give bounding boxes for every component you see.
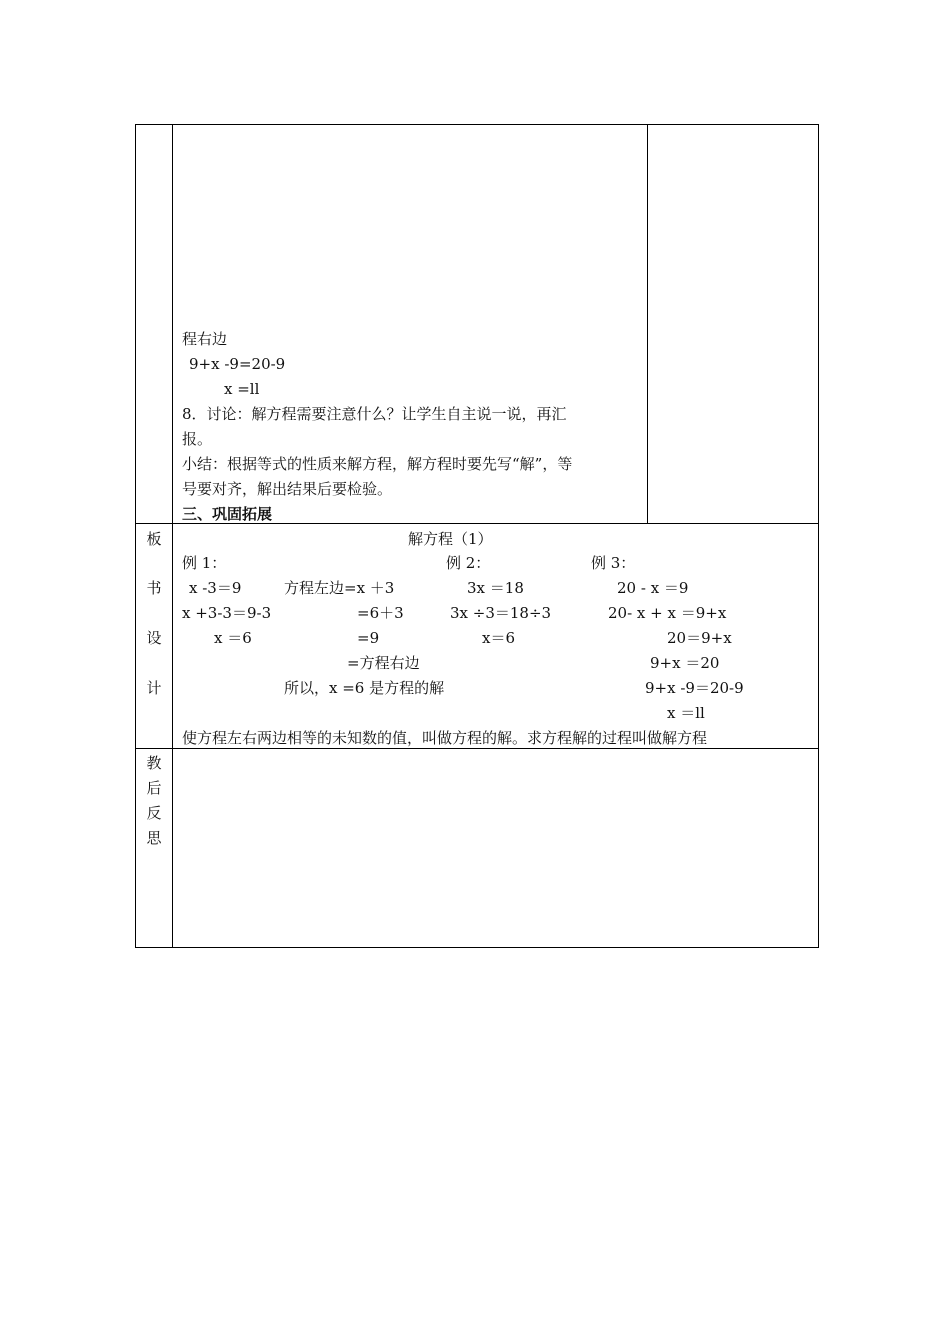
board-label-char-3: 设 <box>146 629 162 647</box>
example-3-step-6: x ＝ll <box>667 704 705 722</box>
board-label-char-2: 书 <box>146 579 162 597</box>
example-2-step-2: 3x ÷3＝18÷3 <box>450 604 552 622</box>
process-line-3: x =ll <box>224 380 260 398</box>
example-1-conclusion: 所以，x =6 是方程的解 <box>284 679 445 697</box>
process-line-1: 程右边 <box>182 330 228 348</box>
example-1-step-1: x -3＝9 <box>189 579 242 597</box>
example-1-check-1: 方程左边=x ＋3 <box>284 579 395 597</box>
example-1-check-4: =方程右边 <box>347 654 420 672</box>
example-2-step-3: x＝6 <box>482 629 516 647</box>
row-divider-2 <box>135 748 819 749</box>
board-label-char-1: 板 <box>146 530 162 548</box>
example-3-step-3: 20＝9+x <box>667 629 732 647</box>
process-line-7: 号要对齐，解出结果后要检验。 <box>182 480 393 498</box>
example-1-check-3: =9 <box>357 629 380 647</box>
example-1-label: 例 1： <box>182 554 227 572</box>
label-column-divider <box>172 124 173 948</box>
table-border-bottom <box>135 947 819 948</box>
reflection-label-char-4: 思 <box>146 829 162 847</box>
example-1-step-3: x ＝6 <box>214 629 252 647</box>
example-3-step-1: 20 - x ＝9 <box>617 579 689 597</box>
example-2-step-1: 3x ＝18 <box>467 579 524 597</box>
process-line-2: 9+x -9=20-9 <box>189 355 286 373</box>
definition-text: 使方程左右两边相等的未知数的值，叫做方程的解。求方程解的过程叫做解方程 <box>182 729 708 747</box>
example-3-label: 例 3： <box>591 554 636 572</box>
reflection-label-char-1: 教 <box>146 754 162 772</box>
notes-column-divider <box>647 124 648 523</box>
section-heading: 三、巩固拓展 <box>182 505 273 523</box>
process-line-6: 小结：根据等式的性质来解方程，解方程时要先写“解”，等 <box>182 455 573 473</box>
board-title: 解方程（1） <box>408 530 493 548</box>
reflection-label-char-2: 后 <box>146 779 162 797</box>
example-3-step-2: 20- x + x ＝9+x <box>608 604 727 622</box>
process-line-4: 8．讨论：解方程需要注意什么？让学生自主说一说，再汇 <box>182 405 567 423</box>
example-2-label: 例 2： <box>446 554 491 572</box>
process-line-5: 报。 <box>182 430 213 448</box>
example-1-step-2: x +3-3＝9-3 <box>182 604 272 622</box>
reflection-label-char-3: 反 <box>146 804 162 822</box>
example-3-step-4: 9+x ＝20 <box>650 654 720 672</box>
table-border-right <box>818 124 819 948</box>
example-3-step-5: 9+x -9＝20-9 <box>645 679 744 697</box>
table-border-top <box>135 124 819 125</box>
board-label-char-4: 计 <box>146 679 162 697</box>
example-1-check-2: =6＋3 <box>357 604 404 622</box>
